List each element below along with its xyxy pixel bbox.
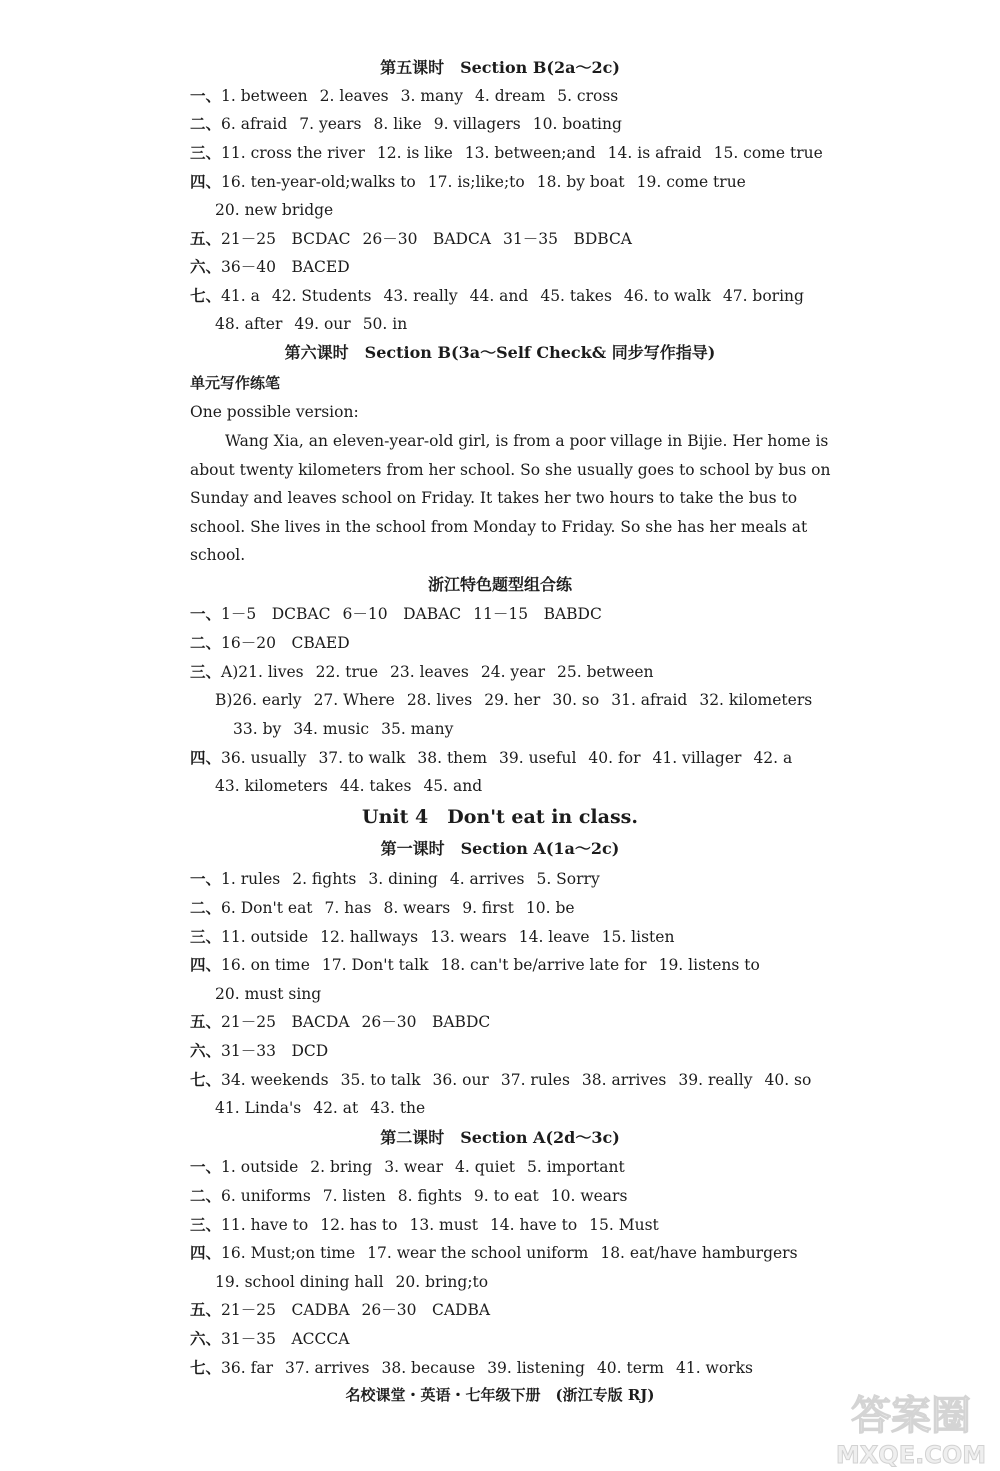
- answer-item: 15. Must: [589, 1216, 659, 1234]
- answer-item: 14. leave: [518, 928, 590, 946]
- answer-line: [190, 603, 840, 625]
- answer-item: 41. Linda's: [215, 1099, 302, 1117]
- answer-item: 35. to talk: [340, 1071, 421, 1089]
- part-number: 六、: [190, 257, 222, 276]
- section-heading: 第二课时 Section A(2d～3c): [380, 1128, 620, 1147]
- part-number: 七、: [190, 1070, 222, 1089]
- answer-item: 17. wear the school uniform: [367, 1244, 589, 1262]
- answer-item: 16. on time: [221, 956, 310, 974]
- answer-item: 2. bring: [310, 1158, 373, 1176]
- answer-line: [190, 897, 840, 919]
- part-number: 六、: [190, 1041, 222, 1060]
- answer-item: 12. has to: [320, 1216, 398, 1234]
- answer-line: [190, 1242, 840, 1264]
- answer-item: 49. our: [294, 315, 351, 333]
- part-number: 一、: [190, 86, 222, 105]
- answer-item: 31－35 BDBCA: [503, 230, 632, 248]
- part-number: 二、: [190, 633, 222, 652]
- answer-item: 29. her: [484, 691, 541, 709]
- answer-item: 37. rules: [500, 1071, 570, 1089]
- answer-item: 7. has: [324, 899, 372, 917]
- answer-item: 10. boating: [532, 115, 622, 133]
- answer-item: 40. so: [764, 1071, 812, 1089]
- answer-line: [190, 285, 840, 307]
- answer-line: [190, 1069, 840, 1091]
- answer-item: 11－15 BABDC: [473, 605, 602, 623]
- answer-item: 30. so: [552, 691, 600, 709]
- answer-item: 33. by: [233, 720, 282, 738]
- answer-item: 20. new bridge: [215, 201, 334, 219]
- answer-item: 37. to walk: [318, 749, 406, 767]
- answer-item: 18. can't be/arrive late for: [440, 956, 647, 974]
- answer-line: [190, 85, 840, 107]
- part-number: 二、: [190, 898, 222, 917]
- part-number: 二、: [190, 114, 222, 133]
- answer-item: 20. bring;to: [395, 1273, 489, 1291]
- answer-item: 2. leaves: [319, 87, 389, 105]
- answer-item: 39. listening: [487, 1359, 585, 1377]
- essay-line: about twenty kilometers from her school. So she usually goes to school by bus on: [190, 461, 831, 479]
- answer-item: 47. boring: [722, 287, 804, 305]
- section-heading: 浙江特色题型组合练: [427, 575, 572, 594]
- answer-line: [215, 1271, 865, 1293]
- answer-item: 31. afraid: [611, 691, 688, 709]
- answer-item: 14. is afraid: [607, 144, 702, 162]
- answer-item: 10. be: [525, 899, 575, 917]
- answer-item: B)26. early: [215, 691, 302, 709]
- answer-line: [190, 1214, 840, 1236]
- answer-item: 16. Must;on time: [221, 1244, 356, 1262]
- part-number: 一、: [190, 1157, 222, 1176]
- answer-item: 7. years: [299, 115, 362, 133]
- answer-item: 20. must sing: [215, 985, 322, 1003]
- answer-item: 15. listen: [601, 928, 675, 946]
- answer-item: 13. must: [409, 1216, 478, 1234]
- answer-line: [215, 775, 865, 797]
- answer-item: 9. to eat: [473, 1187, 539, 1205]
- answer-item: 38. them: [417, 749, 488, 767]
- part-number: 四、: [190, 1243, 222, 1262]
- answer-item: 9. first: [462, 899, 514, 917]
- answer-item: 26－30 BABDC: [361, 1013, 491, 1031]
- answer-item: 42. a: [753, 749, 793, 767]
- part-number: 三、: [190, 662, 222, 681]
- answer-item: A)21. lives: [221, 663, 304, 681]
- answer-item: 36－40 BACED: [221, 258, 350, 276]
- answer-line: [190, 228, 840, 250]
- answer-item: 1. between: [221, 87, 308, 105]
- part-number: 五、: [190, 1012, 222, 1031]
- answer-line: [190, 632, 840, 654]
- answer-line: [190, 1299, 840, 1321]
- answer-item: 43. really: [383, 287, 458, 305]
- answer-item: 3. many: [400, 87, 464, 105]
- answer-line: [215, 689, 865, 711]
- watermark-top: 答案圈: [851, 1393, 971, 1439]
- answer-line: [190, 142, 840, 164]
- part-number: 三、: [190, 927, 222, 946]
- answer-line: [190, 661, 840, 683]
- answer-item: 36. far: [221, 1359, 273, 1377]
- answer-line: [190, 1156, 840, 1178]
- answer-line: [215, 983, 865, 1005]
- answer-item: 48. after: [215, 315, 283, 333]
- answer-item: 23. leaves: [390, 663, 469, 681]
- part-number: 五、: [190, 229, 222, 248]
- answer-item: 25. between: [557, 663, 654, 681]
- answer-line: [215, 1097, 865, 1119]
- subheading: 单元写作练笔: [190, 374, 281, 392]
- answer-item: 12. is like: [376, 144, 453, 162]
- answer-item: 50. in: [362, 315, 408, 333]
- part-number: 一、: [190, 869, 222, 888]
- answer-item: 34. music: [293, 720, 370, 738]
- answer-item: 19. listens to: [658, 956, 760, 974]
- part-number: 四、: [190, 172, 222, 191]
- answer-item: 22. true: [315, 663, 379, 681]
- answer-line: [190, 1328, 840, 1350]
- answer-line: [190, 256, 840, 278]
- answer-item: 42. at: [313, 1099, 359, 1117]
- answer-item: 19. school dining hall: [215, 1273, 384, 1291]
- answer-item: 40. for: [588, 749, 641, 767]
- answer-line: [190, 113, 840, 135]
- answer-item: 9. villagers: [433, 115, 521, 133]
- essay-line: Sunday and leaves school on Friday. It takes her two hours to take the bus to: [190, 489, 798, 507]
- answer-item: 17. Don't talk: [321, 956, 429, 974]
- answer-item: 27. Where: [313, 691, 395, 709]
- section-heading: 第六课时 Section B(3a～Self Check& 同步写作指导): [284, 343, 716, 362]
- answer-line: [190, 171, 840, 193]
- answer-item: 13. between;and: [464, 144, 596, 162]
- answer-line: [215, 313, 865, 335]
- answer-item: 21－25 CADBA: [221, 1301, 350, 1319]
- part-number: 四、: [190, 955, 222, 974]
- answer-item: 41. villager: [652, 749, 742, 767]
- answer-line: [190, 868, 840, 890]
- answer-line: [190, 954, 840, 976]
- answer-item: 41. works: [675, 1359, 753, 1377]
- answer-item: 6－10 DABAC: [342, 605, 462, 623]
- part-number: 七、: [190, 286, 222, 305]
- answer-item: 31－35 ACCCA: [221, 1330, 350, 1348]
- answer-item: 5. Sorry: [536, 870, 600, 888]
- answer-item: 36. usually: [221, 749, 307, 767]
- answer-line: [190, 1185, 840, 1207]
- answer-item: 5. important: [527, 1158, 625, 1176]
- watermark-bottom: MXQE.COM: [836, 1441, 986, 1469]
- answer-item: 45. and: [423, 777, 483, 795]
- answer-item: 12. hallways: [320, 928, 419, 946]
- answer-item: 4. arrives: [449, 870, 525, 888]
- answer-item: 4. quiet: [455, 1158, 515, 1176]
- answer-item: 43. the: [370, 1099, 426, 1117]
- answer-item: 15. come true: [713, 144, 823, 162]
- part-number: 二、: [190, 1186, 222, 1205]
- answer-item: 21－25 BCDAC: [221, 230, 351, 248]
- answer-item: 44. and: [469, 287, 529, 305]
- answer-item: 35. many: [381, 720, 454, 738]
- answer-item: 6. uniforms: [221, 1187, 311, 1205]
- answer-line: [233, 718, 883, 740]
- answer-item: 11. outside: [221, 928, 309, 946]
- answer-item: 17. is;like;to: [427, 173, 525, 191]
- answer-item: 39. useful: [499, 749, 577, 767]
- answer-item: 14. have to: [489, 1216, 578, 1234]
- part-number: 七、: [190, 1358, 222, 1377]
- essay-line: Wang Xia, an eleven-year-old girl, is from a poor village in Bijie. Her home is: [225, 432, 829, 450]
- section-heading: 第一课时 Section A(1a～2c): [380, 839, 620, 858]
- answer-item: 31－33 DCD: [221, 1042, 329, 1060]
- answer-item: 32. kilometers: [699, 691, 813, 709]
- answer-item: 4. dream: [475, 87, 546, 105]
- answer-item: 6. Don't eat: [221, 899, 313, 917]
- page-footer: 名校课堂・英语・七年级下册 (浙江专版 RJ): [345, 1386, 655, 1404]
- answer-line: [190, 747, 840, 769]
- answer-item: 13. wears: [430, 928, 507, 946]
- answer-item: 41. a: [221, 287, 260, 305]
- answer-item: 1. outside: [221, 1158, 299, 1176]
- part-number: 一、: [190, 604, 222, 623]
- unit-title: Unit 4 Don't eat in class.: [362, 806, 638, 828]
- answer-item: 45. takes: [540, 287, 612, 305]
- answer-item: 3. dining: [368, 870, 438, 888]
- answer-item: 42. Students: [271, 287, 372, 305]
- answer-item: 1－5 DCBAC: [221, 605, 331, 623]
- answer-line: [190, 1011, 840, 1033]
- answer-item: 18. by boat: [536, 173, 625, 191]
- answer-item: 38. because: [381, 1359, 476, 1377]
- part-number: 三、: [190, 1215, 222, 1234]
- answer-item: 26－30 CADBA: [361, 1301, 491, 1319]
- answer-item: 39. really: [678, 1071, 753, 1089]
- answer-line: [215, 199, 865, 221]
- essay-line: school.: [190, 546, 246, 564]
- section-heading: 第五课时 Section B(2a～2c): [380, 58, 620, 77]
- answer-item: 36. our: [432, 1071, 489, 1089]
- answer-item: 21－25 BACDA: [221, 1013, 350, 1031]
- answer-item: 38. arrives: [581, 1071, 667, 1089]
- answer-item: 7. listen: [322, 1187, 386, 1205]
- answer-item: 46. to walk: [623, 287, 711, 305]
- part-number: 三、: [190, 143, 222, 162]
- essay-line: school. She lives in the school from Monday to Friday. So she has her meals at: [190, 518, 808, 536]
- answer-line: [190, 1357, 840, 1379]
- part-number: 六、: [190, 1329, 222, 1348]
- answer-item: 44. takes: [339, 777, 412, 795]
- answer-item: 16－20 CBAED: [221, 634, 350, 652]
- answer-item: 2. fights: [292, 870, 357, 888]
- answer-item: 34. weekends: [221, 1071, 329, 1089]
- answer-item: 37. arrives: [284, 1359, 370, 1377]
- answer-item: 1. rules: [221, 870, 281, 888]
- answer-item: 8. like: [373, 115, 422, 133]
- answer-line: [190, 926, 840, 948]
- answer-item: 3. wear: [384, 1158, 444, 1176]
- answer-item: 10. wears: [550, 1187, 628, 1205]
- answer-item: 28. lives: [406, 691, 473, 709]
- answer-item: 40. term: [596, 1359, 664, 1377]
- answer-item: 8. fights: [397, 1187, 462, 1205]
- answer-item: 26－30 BADCA: [362, 230, 491, 248]
- part-number: 五、: [190, 1300, 222, 1319]
- answer-item: 24. year: [480, 663, 546, 681]
- watermark-logo: [836, 1385, 986, 1469]
- answer-item: 5. cross: [557, 87, 619, 105]
- answer-item: 16. ten-year-old;walks to: [221, 173, 416, 191]
- answer-item: 18. eat/have hamburgers: [600, 1244, 798, 1262]
- answer-item: 43. kilometers: [215, 777, 328, 795]
- answer-item: 11. cross the river: [221, 144, 365, 162]
- answer-item: 8. wears: [383, 899, 451, 917]
- answer-item: 6. afraid: [221, 115, 288, 133]
- essay-line: One possible version:: [190, 403, 359, 421]
- part-number: 四、: [190, 748, 222, 767]
- answer-item: 19. come true: [636, 173, 746, 191]
- answer-line: [190, 1040, 840, 1062]
- answer-item: 11. have to: [221, 1216, 309, 1234]
